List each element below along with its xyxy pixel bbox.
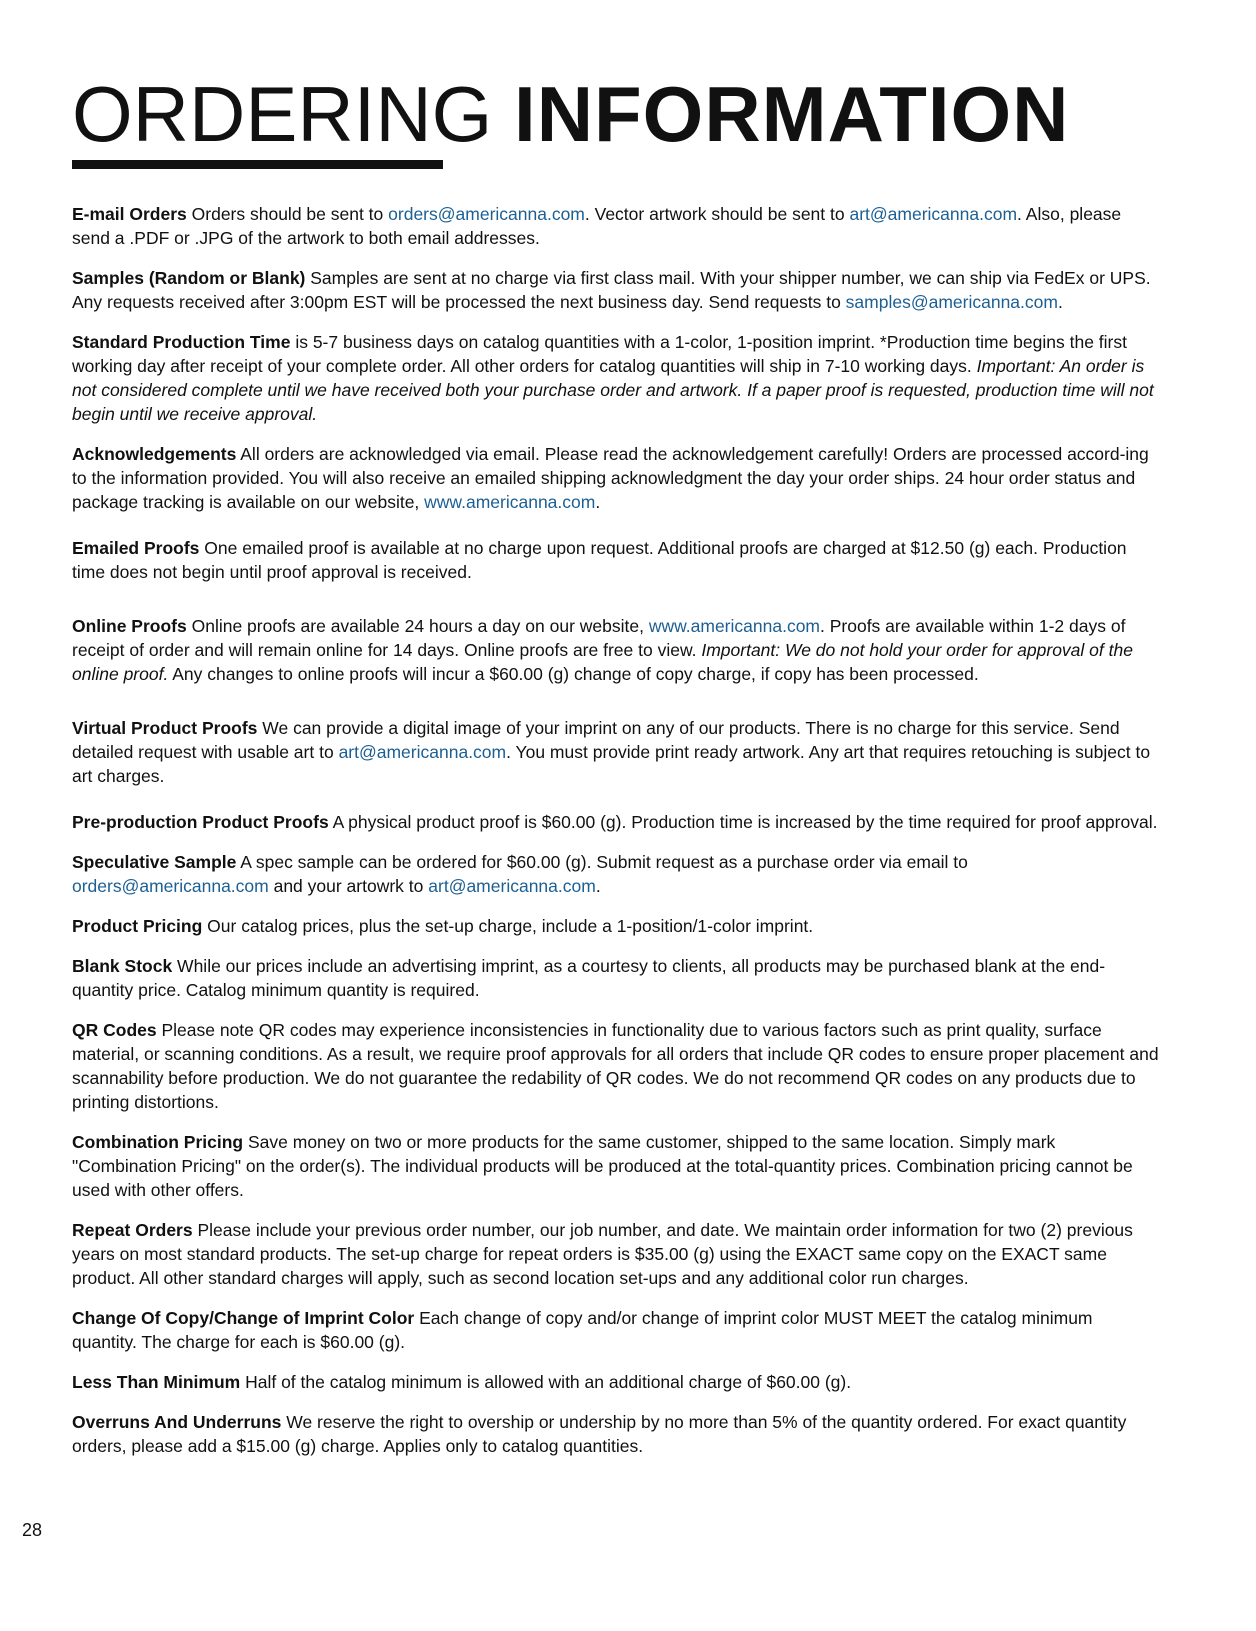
section-heading: Pre-production Product Proofs bbox=[72, 812, 329, 832]
page-number: 28 bbox=[22, 1520, 43, 1540]
section-text: While our prices include an advertising imprint, as a courtesy to clients, all products may be purchased blank at the end-quantity price. Catalog minimum quantity is required. bbox=[72, 956, 1106, 1000]
section-text: Orders should be sent to bbox=[186, 204, 389, 224]
email-link-art[interactable]: art@americanna.com bbox=[428, 876, 596, 896]
section-emailed-proofs bbox=[72, 536, 1162, 584]
section-heading: Blank Stock bbox=[72, 956, 173, 976]
section-text: We can provide a digital image of your imprint on any of our products. There is no charge for this service. Send detailed request with usable art to bbox=[72, 718, 1120, 762]
section-text: . Proofs are available within 1-2 days of receipt of order and will remain online for 14 days. Online proofs are free to view. bbox=[72, 616, 1126, 660]
section-text: is 5-7 business days on catalog quantities with a 1-color, 1-position imprint. *Production time begins the first working day after receipt of your complete order. All other orders for catalog quantities will ship in 7-10 working days. bbox=[72, 332, 1127, 376]
section-repeat-orders bbox=[72, 1218, 1162, 1290]
section-text: . Also, please send a .PDF or .JPG of the artwork to both email addresses. bbox=[72, 204, 1122, 248]
title-light: ORDERING bbox=[72, 70, 493, 158]
section-heading: Online Proofs bbox=[72, 616, 187, 636]
section-text: Online proofs are available 24 hours a day on our website, bbox=[186, 616, 649, 636]
section-heading: Overruns And Underruns bbox=[72, 1412, 282, 1432]
section-text: . bbox=[595, 876, 601, 896]
section-text: We reserve the right to overship or undership by no more than 5% of the quantity ordered. For exact quantity orders, please add a $15.00 (g) charge. Applies only to catalog quantities. bbox=[72, 1412, 1127, 1456]
section-virtual-proofs bbox=[72, 716, 1162, 788]
section-important-note: Important: An order is not considered complete until we have received both your purchase order and artwork. If a paper proof is requested, production time will not begin until we receive approval. bbox=[72, 356, 1154, 424]
section-preproduction-proofs bbox=[72, 810, 1162, 834]
section-heading: Less Than Minimum bbox=[72, 1372, 241, 1392]
section-heading: Speculative Sample bbox=[72, 852, 237, 872]
section-text: Half of the catalog minimum is allowed with an additional charge of $60.00 (g). bbox=[240, 1372, 852, 1392]
website-link[interactable]: www.americanna.com bbox=[648, 616, 820, 636]
section-product-pricing bbox=[72, 914, 1162, 938]
section-heading: Samples (Random or Blank) bbox=[72, 268, 306, 288]
section-text: . bbox=[1057, 292, 1063, 312]
section-heading: Virtual Product Proofs bbox=[72, 718, 258, 738]
section-heading: QR Codes bbox=[72, 1020, 157, 1040]
email-link-orders[interactable]: orders@americanna.com bbox=[388, 204, 585, 224]
section-heading: Standard Production Time bbox=[72, 332, 291, 352]
title-underline bbox=[72, 160, 443, 169]
section-heading: Repeat Orders bbox=[72, 1220, 193, 1240]
title-bold: INFORMATION bbox=[514, 70, 1070, 158]
section-heading: E-mail Orders bbox=[72, 204, 187, 224]
page-title bbox=[72, 66, 1070, 162]
website-link[interactable]: www.americanna.com bbox=[424, 492, 596, 512]
section-text: All orders are acknowledged via email. Please read the acknowledgement carefully! Orders are processed accord-ing to the information provided. You will also receive an emailed shipping acknowledgment the day your order ships. 24 hour order status and package tracking is available on our website, bbox=[72, 444, 1149, 512]
section-combination-pricing bbox=[72, 1130, 1162, 1202]
section-acknowledgements bbox=[72, 442, 1162, 514]
section-production-time bbox=[72, 330, 1162, 426]
section-text: Please include your previous order number, our job number, and date. We maintain order information for two (2) previous years on most standard products. The set-up charge for repeat orders is $35.00 (g) using the EXACT same copy on the EXACT same product. All other standard charges will apply, such as second location set-ups and any additional color run charges. bbox=[72, 1220, 1133, 1288]
section-overruns-underruns bbox=[72, 1410, 1162, 1458]
section-speculative-sample bbox=[72, 850, 1162, 898]
section-text: A physical product proof is $60.00 (g). Production time is increased by the time required for proof approval. bbox=[328, 812, 1158, 832]
email-link-art[interactable]: art@americanna.com bbox=[849, 204, 1018, 224]
section-online-proofs bbox=[72, 614, 1162, 686]
section-text: A spec sample can be ordered for $60.00 (g). Submit request as a purchase order via email to bbox=[236, 852, 968, 872]
section-heading: Acknowledgements bbox=[72, 444, 237, 464]
section-email-orders bbox=[72, 202, 1162, 250]
section-text: . bbox=[595, 492, 601, 512]
section-text: Save money on two or more products for the same customer, shipped to the same location. Simply mark "Combination Pricing" on the order(s). The individual products will be produced at the total-quantity prices. Combination pricing cannot be used with other offers. bbox=[72, 1132, 1133, 1200]
email-link-orders[interactable]: orders@americanna.com bbox=[72, 876, 269, 896]
section-less-than-minimum bbox=[72, 1370, 1162, 1394]
section-text: Samples are sent at no charge via first class mail. With your shipper number, we can ship via FedEx or UPS. Any requests received after 3:00pm EST will be processed the next business day. Send requests to bbox=[72, 268, 1151, 312]
section-text: Any changes to online proofs will incur a $60.00 (g) change of copy charge, if copy has been processed. bbox=[168, 664, 979, 684]
section-change-of-copy bbox=[72, 1306, 1162, 1354]
section-text: and your artowrk to bbox=[268, 876, 429, 896]
section-text: Please note QR codes may experience inconsistencies in functionality due to various factors such as print quality, surface material, or scanning conditions. As a result, we require proof approvals for all orders that include QR codes to ensure proper placement and scannability before production. We do not guarantee the redability of QR codes. We do not recommend QR codes on any products due to printing distortions. bbox=[72, 1020, 1159, 1112]
section-important-note: Important: We do not hold your order for approval of the online proof. bbox=[72, 640, 1133, 684]
email-link-samples[interactable]: samples@americanna.com bbox=[845, 292, 1058, 312]
section-qr-codes bbox=[72, 1018, 1162, 1114]
section-text: . Vector artwork should be sent to bbox=[584, 204, 850, 224]
section-heading: Change Of Copy/Change of Imprint Color bbox=[72, 1308, 415, 1328]
section-samples bbox=[72, 266, 1162, 314]
section-heading: Combination Pricing bbox=[72, 1132, 244, 1152]
section-text: . You must provide print ready artwork. Any art that requires retouching is subject to art charges. bbox=[72, 742, 1151, 786]
email-link-art[interactable]: art@americanna.com bbox=[338, 742, 507, 762]
section-text: Our catalog prices, plus the set-up charge, include a 1-position/1-color imprint. bbox=[202, 916, 814, 936]
section-heading: Emailed Proofs bbox=[72, 538, 200, 558]
section-heading: Product Pricing bbox=[72, 916, 203, 936]
section-text: Each change of copy and/or change of imprint color MUST MEET the catalog minimum quantity. The charge for each is $60.00 (g). bbox=[72, 1308, 1093, 1352]
ordering-info-body bbox=[72, 202, 1162, 1474]
section-text: One emailed proof is available at no charge upon request. Additional proofs are charged at $12.50 (g) each. Production time does not begin until proof approval is received. bbox=[72, 538, 1127, 582]
section-blank-stock bbox=[72, 954, 1162, 1002]
